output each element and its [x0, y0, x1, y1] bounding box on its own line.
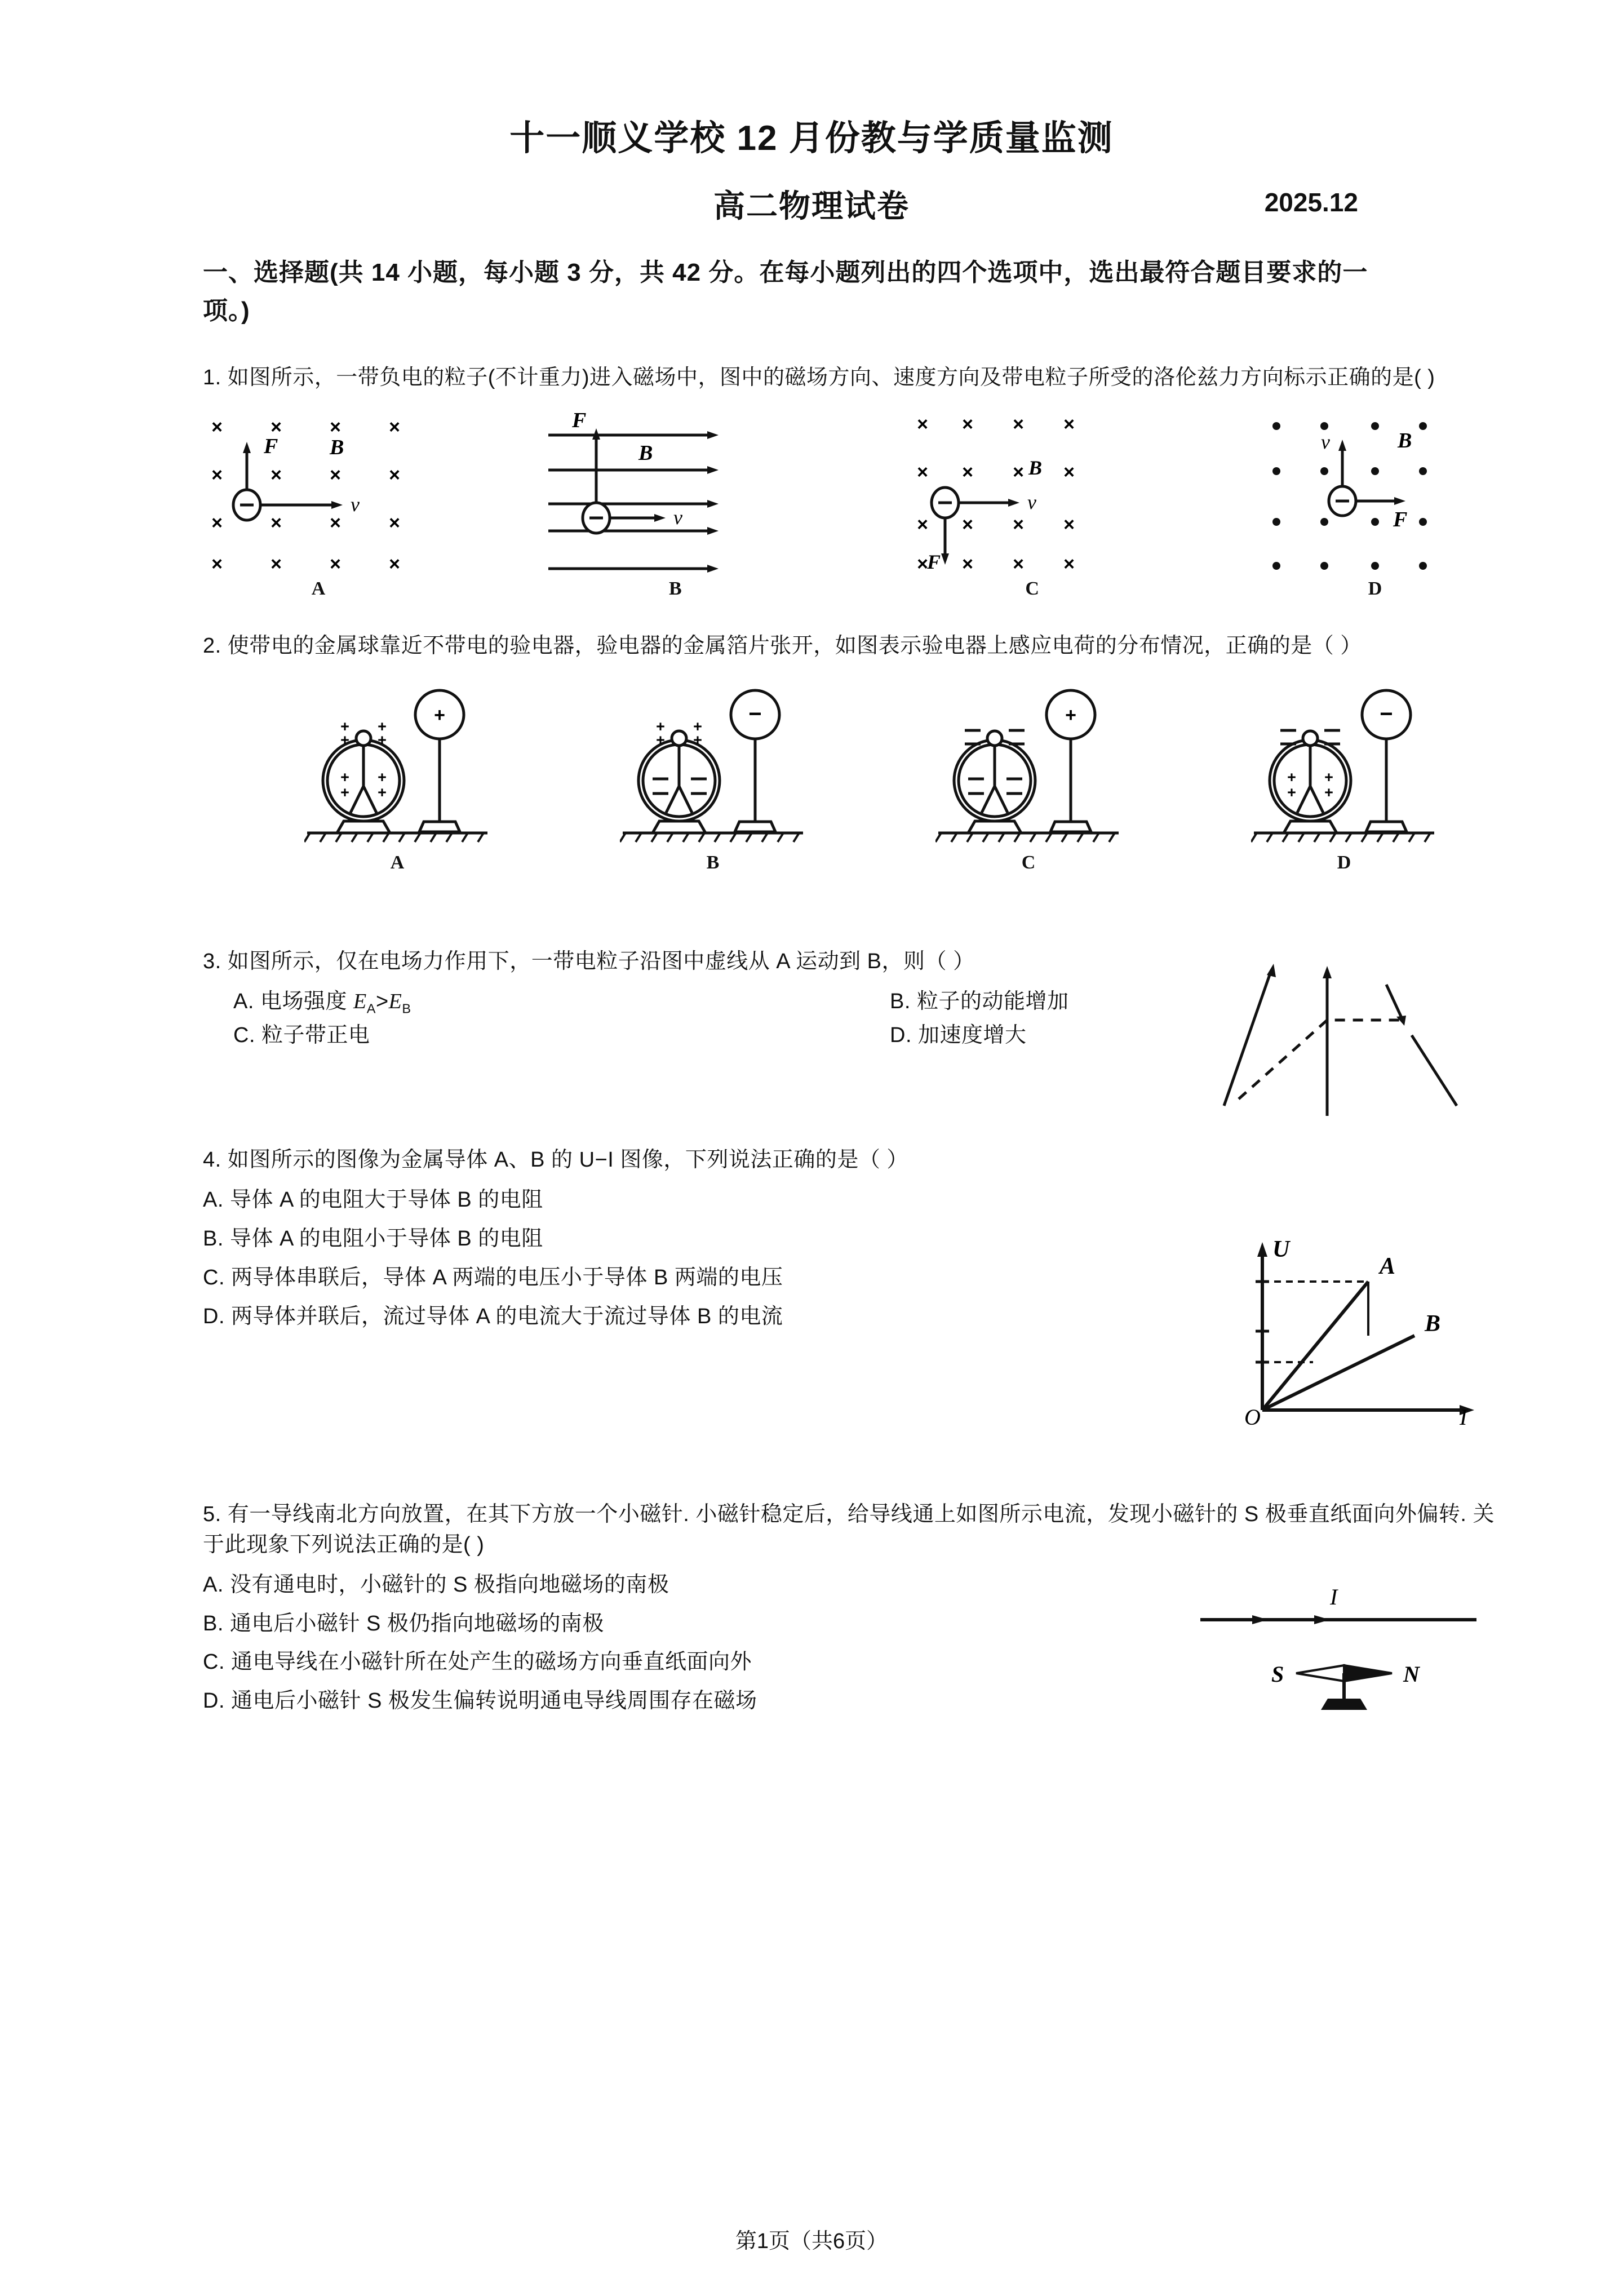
svg-text:×: ×	[330, 464, 341, 486]
svg-text:+: +	[378, 769, 387, 786]
svg-text:×: ×	[961, 414, 973, 436]
subtitle-row	[0, 181, 1623, 224]
q1-label-b: B	[668, 578, 682, 600]
question-3	[203, 947, 1516, 1052]
svg-text:×: ×	[961, 462, 973, 484]
q2-label-a: A	[390, 852, 405, 874]
svg-text:×: ×	[1012, 514, 1024, 536]
q1a-velocity-label: v	[351, 493, 360, 516]
svg-text:×: ×	[211, 416, 223, 438]
question-3-option-a	[203, 985, 859, 1019]
svg-text:×: ×	[1012, 414, 1024, 436]
svg-text:+: +	[340, 784, 349, 801]
svg-text:×: ×	[1063, 462, 1075, 484]
question-1	[203, 363, 1516, 393]
paper-subtitle: 高二物理试卷	[713, 188, 910, 224]
q1b-velocity-label: v	[673, 506, 683, 529]
q2-label-c: C	[1021, 852, 1036, 874]
q2-figure-d	[1251, 682, 1437, 874]
q3-opt-a-sub1: A	[366, 1001, 376, 1016]
question-4-option-a: A. 导体 A 的电阻大于导体 B 的电阻	[203, 1188, 543, 1212]
question-2-figures	[304, 682, 1437, 874]
q1-diagram-b	[543, 408, 808, 577]
q5-compass-wire-diagram	[1161, 1561, 1510, 1713]
q2-electroscope-a	[304, 682, 490, 851]
q5-compass-needle-icon	[1296, 1665, 1392, 1710]
question-5-option-c: C. 通电导线在小磁针所在处产生的磁场方向垂直纸面向外	[203, 1650, 752, 1674]
q2d-ball-sign: −	[1380, 702, 1393, 727]
q2a-ball-sign: +	[434, 704, 445, 726]
section-one-heading: 一、选择题(共 14 小题，每小题 3 分，共 42 分。在每小题列出的四个选项中，选出最符合题目要求的一项。)	[203, 259, 1368, 325]
svg-text:×: ×	[270, 512, 282, 534]
svg-text:+: +	[378, 732, 387, 749]
q4-figure	[1229, 1224, 1499, 1427]
q1d-force-label: F	[1393, 508, 1408, 532]
question-2-stem: 2. 使带电的金属球靠近不带电的验电器，验电器的金属箔片张开，如图表示验电器上感应电荷的分布情况，正确的是（ ）	[203, 634, 1362, 658]
question-4-stem: 4. 如图所示的图像为金属导体 A、B 的 U−I 图像，下列说法正确的是（ ）	[203, 1148, 908, 1172]
svg-text:+: +	[1324, 769, 1333, 786]
svg-text:×: ×	[916, 462, 928, 484]
q1-diagram-a	[186, 408, 451, 577]
svg-text:×: ×	[270, 553, 282, 575]
svg-text:×: ×	[330, 416, 341, 438]
q1d-velocity-label: v	[1320, 431, 1330, 454]
q1d-field-label: B	[1397, 429, 1412, 453]
svg-text:×: ×	[961, 553, 973, 575]
q1-label-c: C	[1025, 578, 1039, 600]
q1-diagram-c	[900, 408, 1165, 577]
svg-text:×: ×	[916, 414, 928, 436]
q1c-force-label: F	[926, 551, 941, 574]
q2b-ball-sign: −	[748, 702, 762, 727]
svg-text:+: +	[693, 732, 702, 749]
q3-opt-a-sub2: B	[402, 1001, 411, 1016]
svg-text:+: +	[656, 732, 665, 749]
q3-field-lines-diagram	[1217, 937, 1476, 1123]
q2-label-d: D	[1337, 852, 1351, 874]
q5-current-arrow-icon-2	[1252, 1615, 1268, 1624]
svg-text:×: ×	[1063, 514, 1075, 536]
question-3-option-d: D. 加速度增大	[890, 1023, 1027, 1048]
q5-south-label: S	[1271, 1661, 1284, 1687]
svg-text:×: ×	[270, 464, 282, 486]
q4-curve-label-a: A	[1380, 1253, 1396, 1280]
q1a-field-label: B	[330, 436, 344, 460]
q4-y-axis-label: U	[1272, 1236, 1290, 1263]
q2-electroscope-d	[1251, 682, 1437, 851]
q1-label-d: D	[1368, 578, 1382, 600]
q5-current-arrow-icon	[1314, 1615, 1330, 1624]
q1a-force-label: F	[264, 435, 278, 459]
q5-figure	[1161, 1561, 1510, 1713]
svg-text:+: +	[340, 718, 349, 735]
q1-figure-a	[186, 408, 451, 600]
svg-text:+: +	[378, 718, 387, 735]
svg-text:+: +	[378, 784, 387, 801]
q3-figure	[1217, 937, 1476, 1123]
svg-text:×: ×	[1063, 553, 1075, 575]
q1c-velocity-label: v	[1027, 491, 1036, 514]
svg-text:×: ×	[389, 553, 400, 575]
svg-text:×: ×	[916, 553, 928, 575]
q4-ui-graph	[1229, 1224, 1499, 1427]
question-2	[203, 631, 1516, 662]
q2-electroscope-b	[620, 682, 806, 851]
question-3-option-b: B. 粒子的动能增加	[890, 990, 1069, 1014]
question-4-option-c: C. 两导体串联后，导体 A 两端的电压小于导体 B 两端的电压	[203, 1265, 783, 1289]
q3-opt-a-rel: >	[375, 990, 389, 1014]
question-5-option-a: A. 没有通电时，小磁针的 S 极指向地磁场的南极	[203, 1572, 669, 1597]
svg-text:+: +	[1287, 784, 1296, 801]
q2c-ball-sign: +	[1065, 704, 1076, 726]
svg-text:×: ×	[916, 514, 928, 536]
svg-text:×: ×	[270, 416, 282, 438]
q3-opt-a-prefix: A. 电场强度	[233, 990, 354, 1014]
q2-figure-b	[620, 682, 806, 874]
svg-text:×: ×	[389, 464, 400, 486]
page-footer: 第1页（共6页）	[735, 2229, 888, 2253]
svg-text:+: +	[1324, 784, 1333, 801]
q2-electroscope-c	[935, 682, 1121, 851]
q3-opt-a-sym1: E	[353, 990, 367, 1014]
question-5-option-d: D. 通电后小磁针 S 极发生偏转说明通电导线周围存在磁场	[203, 1689, 757, 1713]
svg-text:+: +	[340, 732, 349, 749]
q1-label-a: A	[311, 578, 326, 600]
svg-text:×: ×	[330, 512, 341, 534]
svg-text:×: ×	[389, 512, 400, 534]
question-3-option-c: C. 粒子带正电	[233, 1023, 370, 1048]
q1-figure-b	[543, 408, 808, 600]
question-5-stem: 5. 有一导线南北方向放置，在其下方放一个小磁针. 小磁针稳定后，给导线通上如图所示电流，发现小磁针的 S 极垂直纸面向外偏转. 关于此现象下列说法正确的是( )	[203, 1502, 1495, 1557]
q5-current-label: I	[1330, 1584, 1338, 1610]
question-4-option-d: D. 两导体并联后，流过导体 A 的电流大于流过导体 B 的电流	[203, 1304, 783, 1328]
q2-figure-c	[935, 682, 1121, 874]
question-1-figures	[186, 408, 1493, 600]
q2-label-b: B	[706, 852, 720, 874]
q1b-field-label: B	[638, 441, 653, 466]
q2-figure-a	[304, 682, 490, 874]
svg-text:×: ×	[1012, 553, 1024, 575]
q1c-field-label: B	[1028, 456, 1042, 480]
q3-opt-a-sym2: E	[388, 990, 402, 1014]
question-1-stem: 1. 如图所示，一带负电的粒子(不计重力)进入磁场中，图中的磁场方向、速度方向及带电粒子所受的洛伦兹力方向标示正确的是( )	[203, 366, 1435, 390]
paper-date: 2025.12	[1264, 188, 1358, 217]
svg-text:×: ×	[330, 553, 341, 575]
q1-diagram-d	[1257, 408, 1493, 577]
svg-text:+: +	[1287, 769, 1296, 786]
page-title: 十一顺义学校 12 月份教与学质量监测	[509, 119, 1114, 158]
q4-x-axis-label: I	[1460, 1404, 1467, 1428]
q5-north-label: N	[1403, 1661, 1420, 1687]
svg-text:×: ×	[211, 512, 223, 534]
svg-text:×: ×	[211, 464, 223, 486]
q1-figure-c	[900, 408, 1165, 600]
q4-origin-label: O	[1244, 1404, 1261, 1428]
q4-curve-label-b: B	[1425, 1311, 1441, 1337]
svg-text:×: ×	[1012, 462, 1024, 484]
svg-text:+: +	[340, 769, 349, 786]
svg-text:×: ×	[211, 553, 223, 575]
svg-text:×: ×	[961, 514, 973, 536]
svg-text:×: ×	[389, 416, 400, 438]
svg-text:×: ×	[1063, 414, 1075, 436]
question-4-option-b: B. 导体 A 的电阻小于导体 B 的电阻	[203, 1227, 543, 1251]
q1b-force-label: F	[572, 409, 587, 433]
q1-figure-d	[1257, 408, 1493, 600]
question-4	[203, 1145, 1516, 1428]
q3-dashed-trajectory	[1239, 1020, 1402, 1099]
svg-text:+: +	[693, 718, 702, 735]
question-3-stem: 3. 如图所示，仅在电场力作用下，一带电粒子沿图中虚线从 A 运动到 B，则（ ）	[203, 950, 975, 974]
question-5	[203, 1500, 1516, 1718]
question-5-option-b: B. 通电后小磁针 S 极仍指向地磁场的南极	[203, 1611, 604, 1635]
svg-text:+: +	[656, 718, 665, 735]
